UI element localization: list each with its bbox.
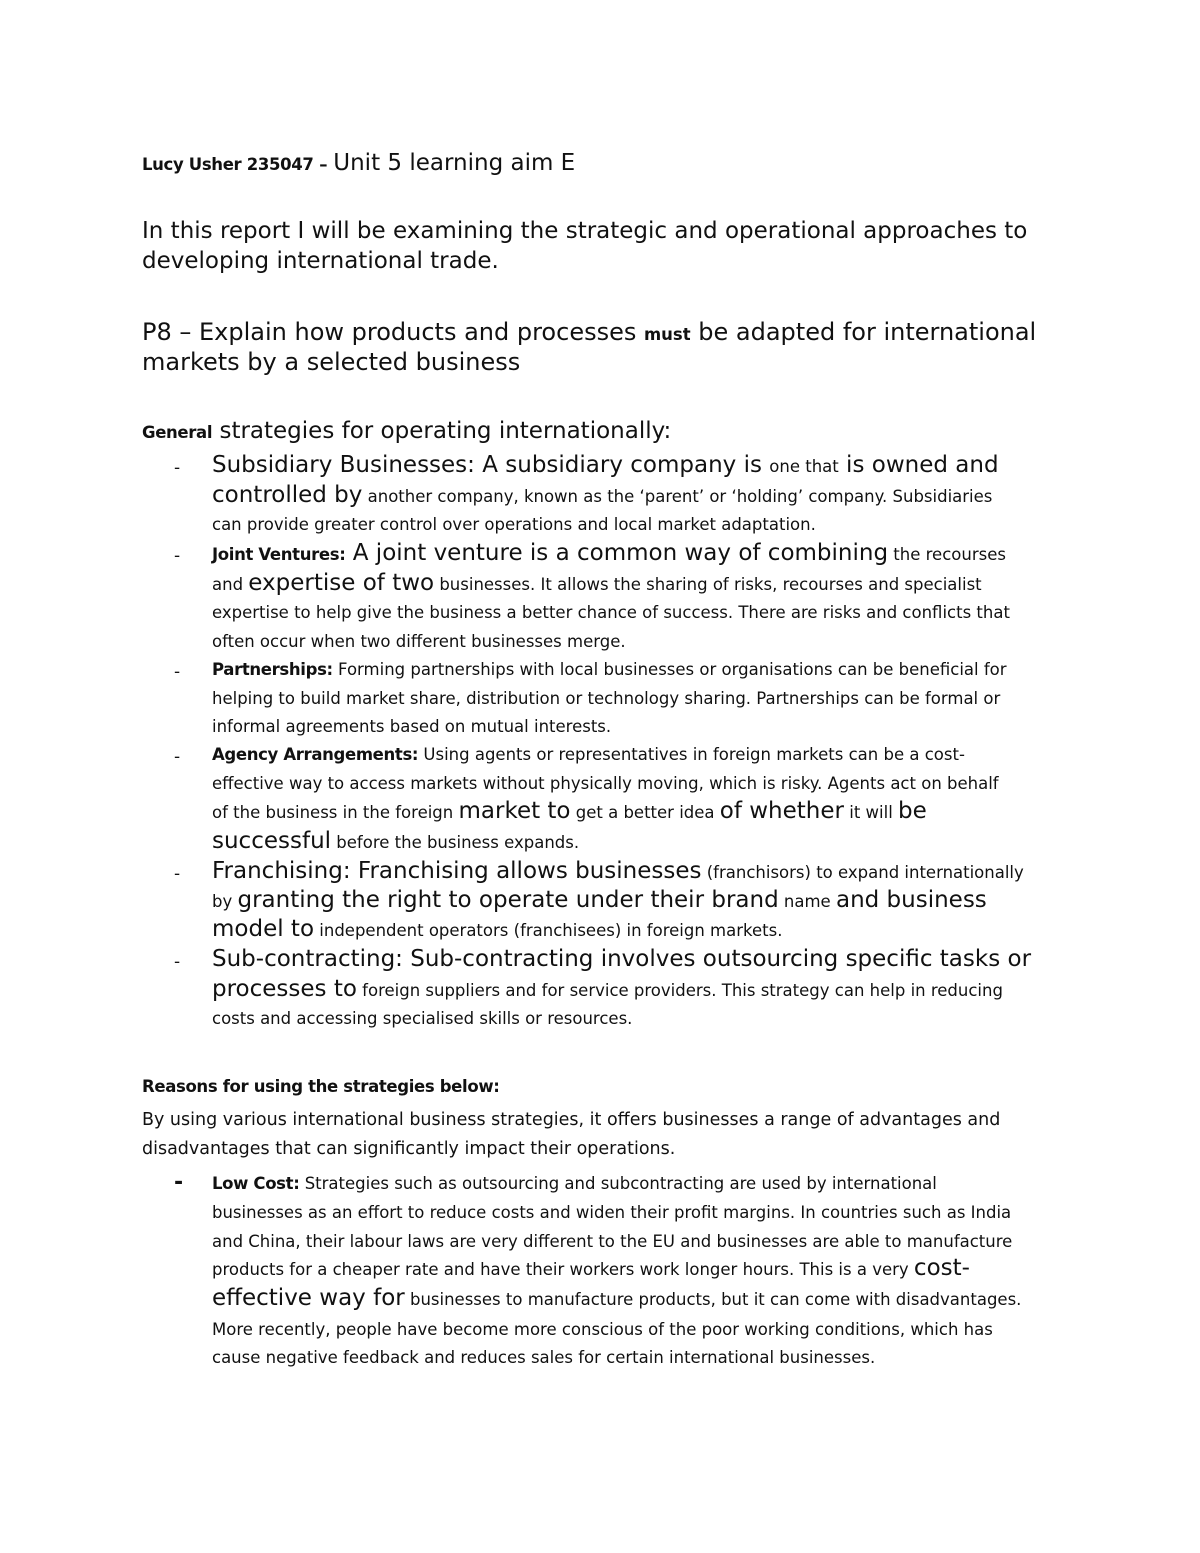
subsidiary-text-d: controlled by — [212, 482, 363, 508]
low-cost-line-3: and China, their labour laws are very different to the EU and businesses are able to manufacture — [212, 1232, 1013, 1251]
partnerships-line-3: informal agreements based on mutual interests. — [212, 717, 612, 736]
agency-text-b: Using agents or representatives in foreign markets can be a cost- — [418, 745, 965, 764]
partnerships-text-b: Forming partnerships with local businesses or organisations can be beneficial for — [332, 660, 1007, 679]
agency-line-2: effective way to access markets without physically moving, which is risky. Agents act on behalf — [212, 774, 999, 793]
agency-text-j: before the business expands. — [331, 833, 580, 852]
subsidiary-text-b: one that — [769, 457, 839, 476]
agency-text-c: of the business in the foreign — [212, 803, 459, 822]
reasons-para-line-1: By using various international business strategies, it offers businesses a range of advantages and — [142, 1110, 1001, 1130]
franchising-text-b: (franchisors) to expand internationally — [701, 863, 1024, 882]
subcontracting-line-2 — [212, 976, 1003, 1002]
agency-text-i: successful — [212, 828, 332, 854]
joint-text-b: A joint venture is a common way of combining — [345, 540, 889, 566]
p8-heading-line-2: markets by a selected business — [142, 348, 521, 376]
agency-text-a: Agency Arrangements: — [212, 745, 419, 764]
subsidiary-text-e: another company, known as the ‘parent’ or ‘holding’ company. Subsidiaries — [362, 487, 993, 506]
bullet-dash: - — [174, 864, 181, 884]
joint-line-2 — [212, 570, 982, 596]
low-cost-line-6: More recently, people have become more conscious of the poor working conditions, which has — [212, 1320, 993, 1339]
author-id: Lucy Usher 235047 — [142, 155, 314, 174]
bullet-dash: - — [174, 546, 181, 566]
agency-text-g: it will — [844, 803, 899, 822]
joint-text-e: expertise of two — [248, 570, 435, 596]
joint-text-f: businesses. It allows the sharing of risks, recourses and specialist — [434, 575, 982, 594]
low-cost-text-f: businesses to manufacture products, but it can come with disadvantages. — [404, 1290, 1022, 1309]
partnerships-text-a: Partnerships: — [212, 660, 333, 679]
p8-text-c: be adapted for international — [690, 318, 1037, 346]
agency-text-f: of whether — [719, 798, 844, 824]
low-cost-text-d: cost- — [913, 1255, 970, 1281]
joint-line-1 — [212, 540, 1006, 566]
bullet-dash: - — [174, 747, 181, 767]
p8-heading-line-1 — [142, 318, 1036, 346]
bullet-dash: - — [174, 458, 181, 478]
p8-text-a: P8 – Explain how products and processes — [142, 318, 644, 346]
subcontracting-line-3: costs and accessing specialised skills or resources. — [212, 1009, 633, 1028]
franchising-text-d: granting the right to operate under their brand — [237, 887, 779, 913]
subcontracting-line-1: Sub-contracting: Sub-contracting involves outsourcing specific tasks or — [212, 946, 1032, 972]
joint-text-c: the recourses — [888, 545, 1006, 564]
subsidiary-line-3: can provide greater control over operations and local market adaptation. — [212, 515, 816, 534]
bullet-dash: - — [174, 952, 181, 972]
agency-text-h: be — [898, 798, 927, 824]
low-cost-line-5 — [212, 1285, 1021, 1311]
low-cost-line-2: businesses as an effort to reduce costs and widen their profit margins. In countries such as India — [212, 1203, 1012, 1222]
franchising-text-f: and business — [835, 887, 987, 913]
unit-title: Unit 5 learning aim E — [333, 150, 576, 176]
subcontracting-text-a: processes to — [212, 976, 357, 1002]
subcontracting-text-b: foreign suppliers and for service providers. This strategy can help in reducing — [356, 981, 1003, 1000]
agency-text-e: get a better idea — [570, 803, 720, 822]
franchising-text-a: Franchising: Franchising allows businesses — [212, 858, 702, 884]
low-cost-text-c: products for a cheaper rate and have their workers work longer hours. This is a very — [212, 1260, 914, 1279]
header-separator: – — [313, 155, 334, 174]
bullet-dash: - — [174, 662, 181, 682]
agency-line-3 — [212, 798, 927, 824]
reasons-para-line-2: disadvantages that can significantly impact their operations. — [142, 1139, 676, 1159]
franchising-line-1 — [212, 858, 1024, 884]
general-strategies-lead — [142, 418, 671, 444]
franchising-text-h: independent operators (franchisees) in foreign markets. — [314, 921, 783, 940]
joint-text-a: Joint Ventures: — [212, 545, 346, 564]
general-lead-bold: General — [142, 423, 213, 442]
agency-text-d: market to — [458, 798, 571, 824]
low-cost-text-e: effective way for — [212, 1285, 405, 1311]
intro-line-1: In this report I will be examining the strategic and operational approaches to — [142, 218, 1028, 244]
franchising-text-c: by — [212, 892, 238, 911]
joint-line-3: expertise to help give the business a better chance of success. There are risks and conflicts that — [212, 603, 1010, 622]
low-cost-line-1 — [212, 1174, 937, 1193]
joint-line-4: often occur when two different businesses merge. — [212, 632, 626, 651]
bullet-dash: - — [174, 1170, 184, 1195]
document-header — [142, 150, 575, 176]
intro-line-2: developing international trade. — [142, 248, 499, 274]
subsidiary-line-1 — [212, 452, 999, 478]
reasons-heading: Reasons for using the strategies below: — [142, 1077, 500, 1096]
subsidiary-line-2 — [212, 482, 992, 508]
partnerships-line-2: helping to build market share, distribution or technology sharing. Partnerships can be formal or — [212, 689, 1001, 708]
franchising-line-3 — [212, 916, 782, 942]
low-cost-text-a: Low Cost: — [212, 1174, 300, 1193]
subsidiary-text-c: is owned and — [838, 452, 999, 478]
agency-line-4 — [212, 828, 579, 854]
low-cost-line-7: cause negative feedback and reduces sales for certain international businesses. — [212, 1348, 876, 1367]
p8-text-must: must — [643, 325, 691, 344]
agency-line-1 — [212, 745, 965, 764]
franchising-line-2 — [212, 887, 987, 913]
partnerships-line-1 — [212, 660, 1007, 679]
joint-text-d: and — [212, 575, 249, 594]
general-lead-rest: strategies for operating internationally: — [212, 418, 672, 444]
low-cost-line-4 — [212, 1255, 970, 1281]
subsidiary-text-a: Subsidiary Businesses: A subsidiary company is — [212, 452, 770, 478]
low-cost-text-b: Strategies such as outsourcing and subcontracting are used by international — [299, 1174, 937, 1193]
franchising-text-e: name — [778, 892, 836, 911]
franchising-text-g: model to — [212, 916, 315, 942]
